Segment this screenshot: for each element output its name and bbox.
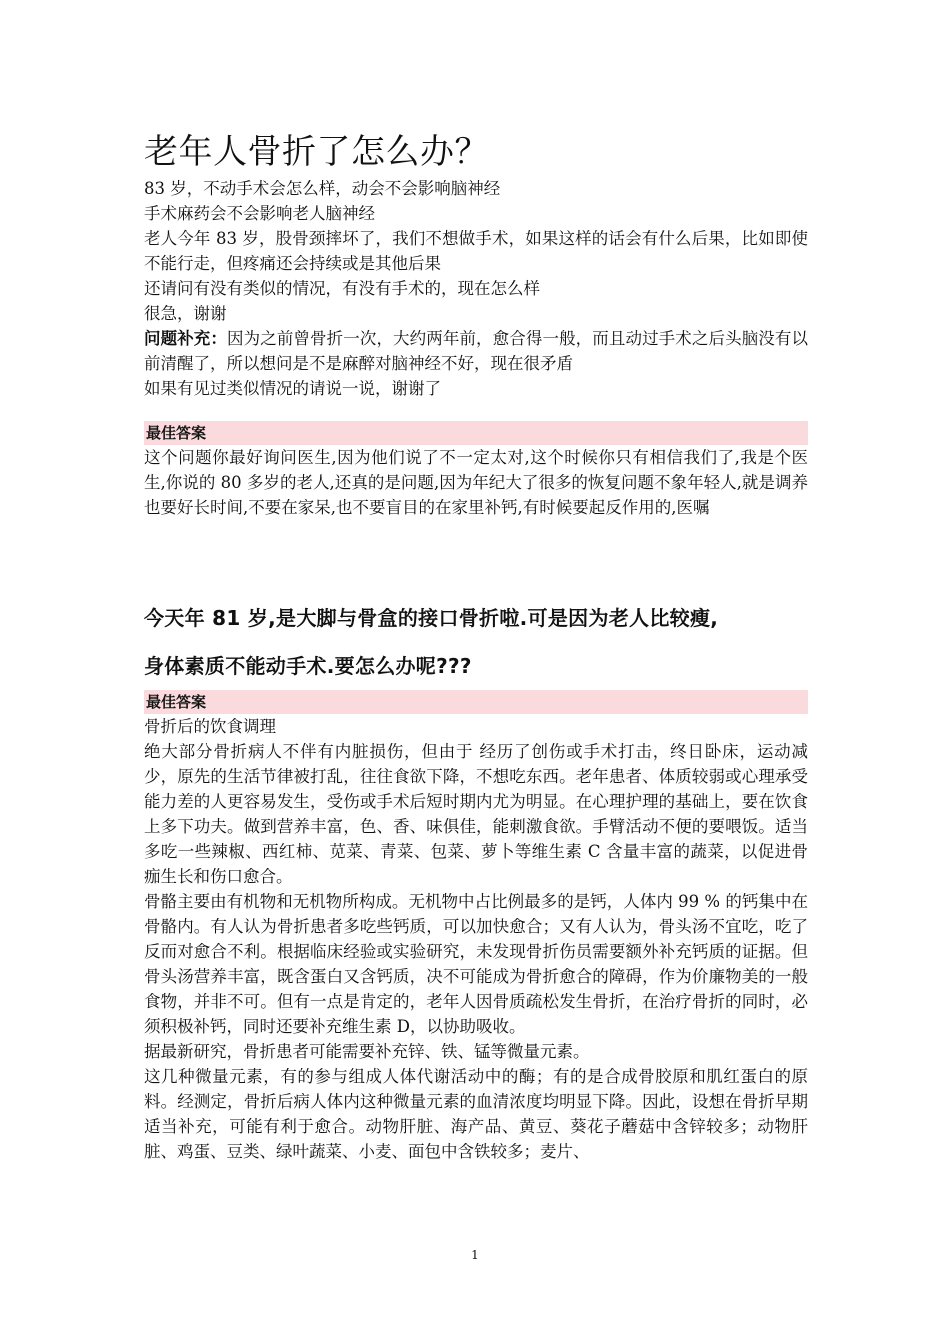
answer-paragraph: 骨折后的饮食调理 xyxy=(144,717,276,736)
answer-paragraph: 骨骼主要由有机物和无机物所构成。无机物中占比例最多的是钙，人体内 99 % 的钙集中在骨骼内。有人认为骨折患者多吃些钙质，可以加快愈合；又有人认为，骨头汤不宜吃，吃了反而对愈合不利。根据临床经验或实验研究，未发现骨折伤员需要额外补充钙质的证据。但骨头汤营养丰富，既含蛋白又含钙质，决不可能成为骨折愈合的障碍，作为价廉物美的一般食物，并非不可。但有一点是肯定的，老年人因骨质疏松发生骨折，在治疗骨折的同时，必须积极补钙，同时还要补充维生素 D，以协助吸收。 xyxy=(144,892,808,1036)
question2-line: 身体素质不能动手术.要怎么办呢??? xyxy=(144,654,472,678)
best-answer-header: 最佳答案 xyxy=(144,690,808,714)
answer-paragraph: 据最新研究，骨折患者可能需要补充锌、铁、锰等微量元素。 xyxy=(144,1042,590,1061)
question-line: 还请问有没有类似的情况，有没有手术的，现在怎么样 xyxy=(144,279,540,298)
supplement-label: 问题补充： xyxy=(144,329,228,348)
answer-paragraph: 这几种微量元素，有的参与组成人体代谢活动中的酶；有的是合成骨胶原和肌红蛋白的原料。经测定，骨折后病人体内这种微量元素的血清浓度均明显下降。因此，设想在骨折早期适当补充，可能有利于愈合。动物肝脏、海产品、黄豆、葵花子蘑菇中含锌较多；动物肝脏、鸡蛋、豆类、绿叶蔬菜、小麦、面包中含铁较多；麦片、 xyxy=(144,1067,808,1161)
question-line: 手术麻药会不会影响老人脑神经 xyxy=(144,204,375,223)
spacer xyxy=(144,520,808,594)
answer-paragraph: 绝大部分骨折病人不伴有内脏损伤，但由于 经历了创伤或手术打击，终日卧床，运动减少，原先的生活节律被打乱，往往食欲下降，不想吃东西。老年患者、体质较弱或心理承受能力差的人更容易发生，受伤或手术后短时期内尤为明显。在心理护理的基础上，要在饮食上多下功夫。做到营养丰富，色、香、味俱佳，能刺激食欲。手臂活动不便的要喂饭。适当多吃一些辣椒、西红柿、苋菜、青菜、包菜、萝卜等维生素 C 含量丰富的蔬菜，以促进骨痂生长和伤口愈合。 xyxy=(144,742,808,886)
document-content xyxy=(144,128,808,1164)
page-number: 1 xyxy=(471,1248,479,1262)
supplement-text: 因为之前曾骨折一次，大约两年前，愈合得一般，而且动过手术之后头脑没有以前清醒了，所以想问是不是麻醉对脑神经不好，现在很矛盾 xyxy=(144,329,809,373)
question-closing: 如果有见过类似情况的请说一说，谢谢了 xyxy=(144,379,441,398)
best-answer-header: 最佳答案 xyxy=(144,421,808,445)
question-line: 83 岁，不动手术会怎么样，动会不会影响脑神经 xyxy=(144,179,501,198)
question-line: 很急，谢谢 xyxy=(144,304,227,323)
question2-line: 今天年 81 岁,是大脚与骨盒的接口骨折啦.可是因为老人比较瘦, xyxy=(144,606,719,630)
spacer xyxy=(144,401,808,421)
question-supplement xyxy=(144,326,808,376)
document-title: 老年人骨折了怎么办？ xyxy=(144,132,489,172)
answer-text: 这个问题你最好询问医生,因为他们说了不一定太对,这个时候你只有相信我们了,我是个医生,你说的 80 多岁的老人,还真的是问题,因为年纪大了很多的恢复问题不象年轻人,就是调养也要好长时间,不要在家呆,也不要盲目的在家里补钙,有时候要起反作用的,医嘱 xyxy=(144,448,808,517)
question-line: 老人今年 83 岁，股骨颈摔坏了，我们不想做手术，如果这样的话会有什么后果，比如即使不能行走，但疼痛还会持续或是其他后果 xyxy=(144,229,808,273)
